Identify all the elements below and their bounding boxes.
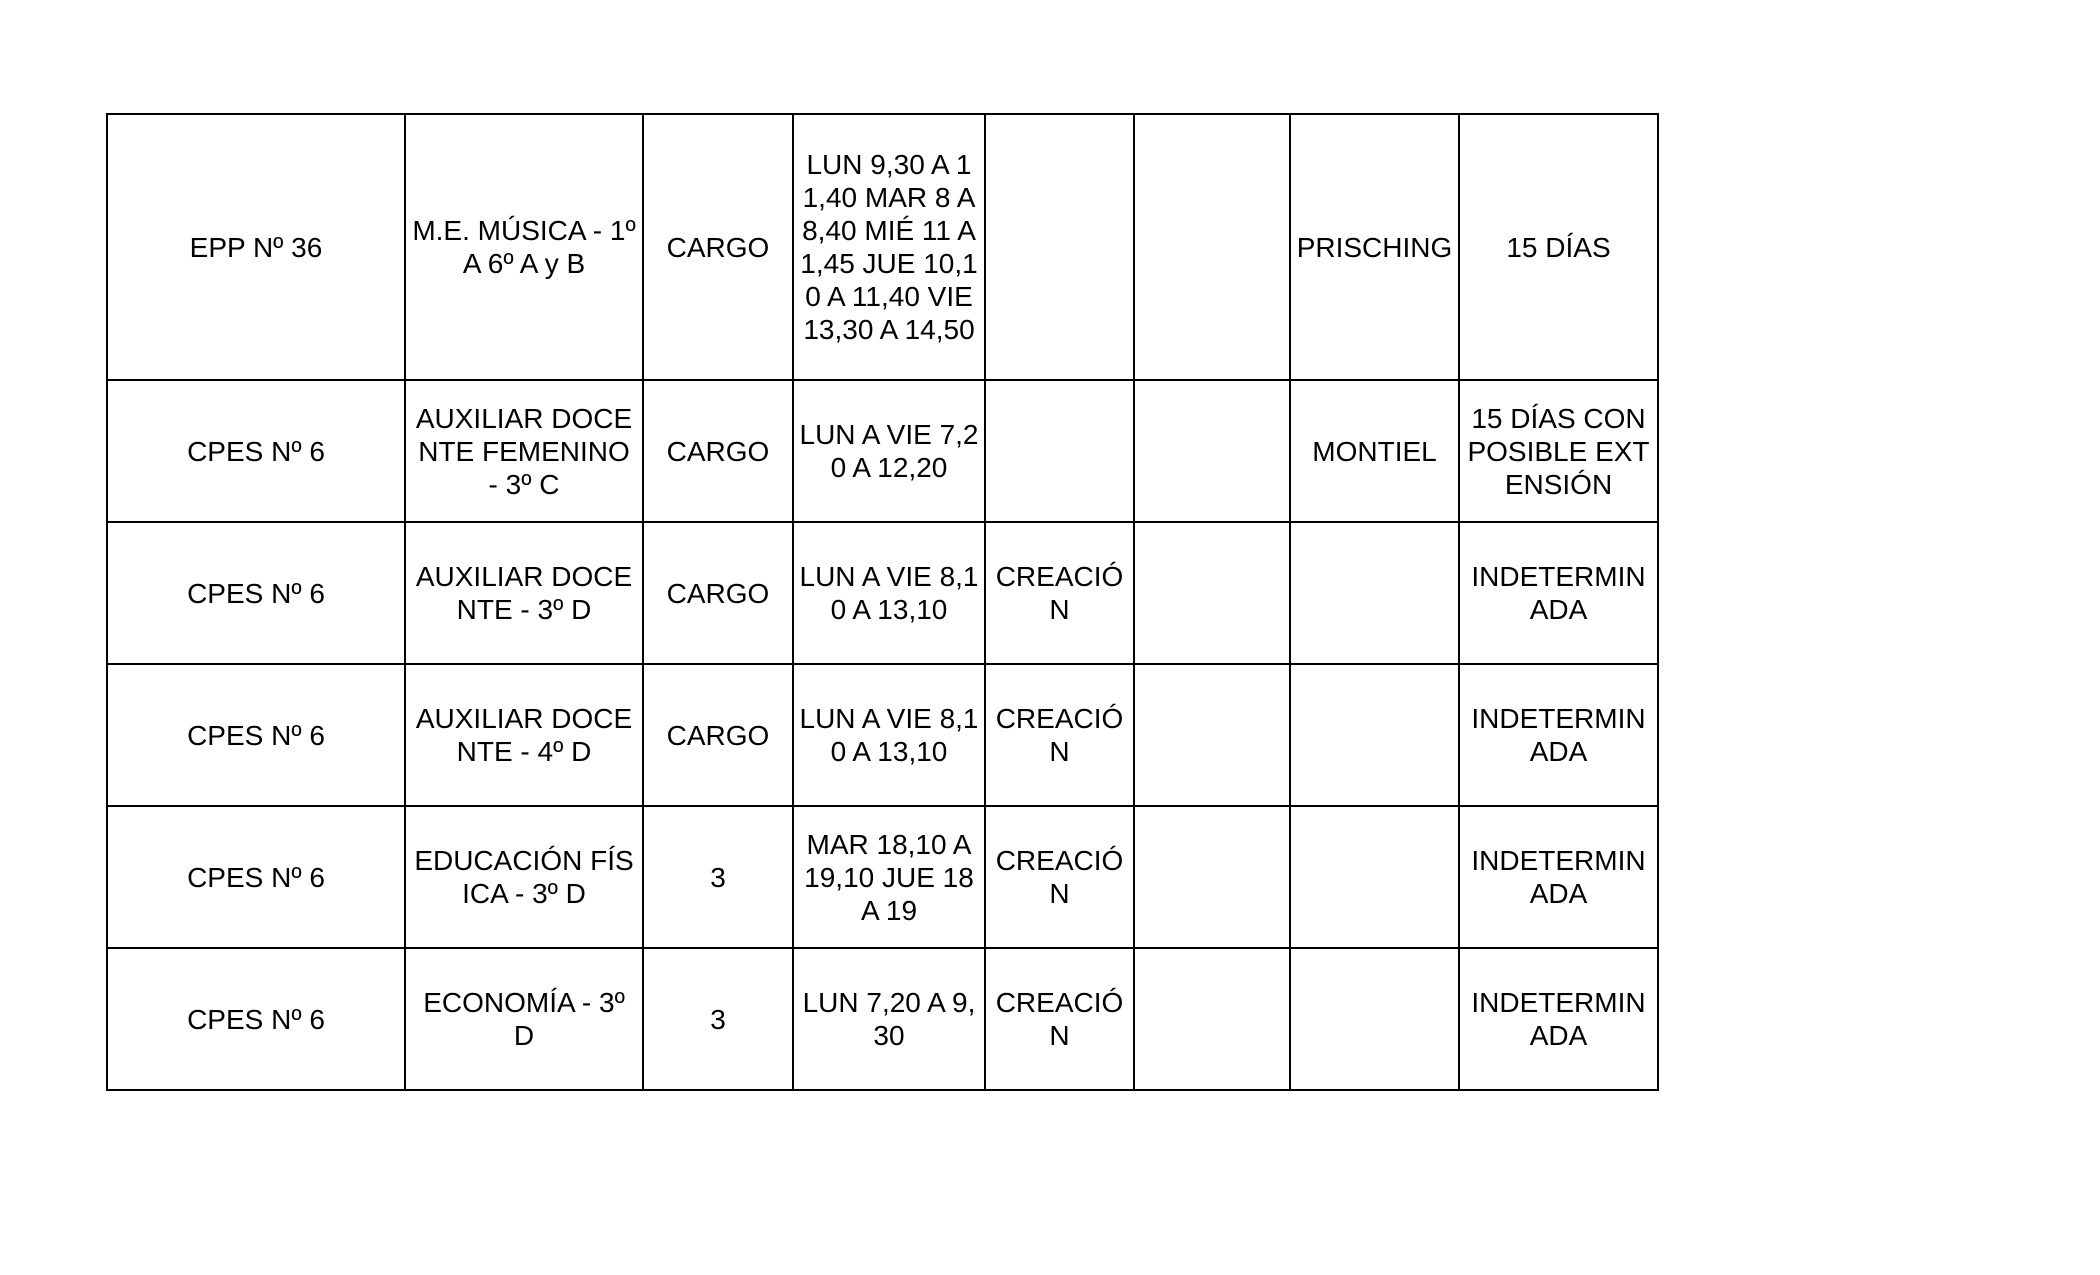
reason-cell — [985, 380, 1134, 522]
type-cell: 3 — [643, 948, 793, 1090]
table-row — [107, 114, 1658, 380]
table-row — [107, 522, 1658, 664]
table-row — [107, 948, 1658, 1090]
schedule-cell: LUN A VIE 8,10 A 13,10 — [793, 664, 985, 806]
schedule-cell: LUN 9,30 A 11,40 MAR 8 A 8,40 MIÉ 11 A 1,45 JUE 10,10 A 11,40 VIE 13,30 A 14,50 — [793, 114, 985, 380]
empty-cell — [1134, 380, 1290, 522]
position-cell: M.E. MÚSICA - 1º A 6º A y B — [405, 114, 643, 380]
schedule-cell: MAR 18,10 A 19,10 JUE 18 A 19 — [793, 806, 985, 948]
reason-cell: CREACIÓN — [985, 664, 1134, 806]
reason-cell: CREACIÓN — [985, 806, 1134, 948]
empty-cell — [1134, 948, 1290, 1090]
empty-cell — [1134, 664, 1290, 806]
duration-cell: 15 DÍAS CON POSIBLE EXTENSIÓN — [1459, 380, 1658, 522]
school-cell: EPP Nº 36 — [107, 114, 405, 380]
duration-cell: INDETERMINADA — [1459, 806, 1658, 948]
reason-cell: CREACIÓN — [985, 522, 1134, 664]
school-cell: CPES Nº 6 — [107, 664, 405, 806]
schedule-cell: LUN A VIE 7,20 A 12,20 — [793, 380, 985, 522]
reason-cell — [985, 114, 1134, 380]
assignments-table — [106, 113, 1659, 1091]
school-cell: CPES Nº 6 — [107, 948, 405, 1090]
type-cell: CARGO — [643, 114, 793, 380]
holder-cell — [1290, 806, 1459, 948]
position-cell: AUXILIAR DOCENTE - 3º D — [405, 522, 643, 664]
school-cell: CPES Nº 6 — [107, 806, 405, 948]
duration-cell: INDETERMINADA — [1459, 522, 1658, 664]
table-row — [107, 380, 1658, 522]
table-row — [107, 806, 1658, 948]
empty-cell — [1134, 522, 1290, 664]
duration-cell: INDETERMINADA — [1459, 664, 1658, 806]
holder-cell — [1290, 948, 1459, 1090]
type-cell: CARGO — [643, 380, 793, 522]
position-cell: ECONOMÍA - 3º D — [405, 948, 643, 1090]
empty-cell — [1134, 806, 1290, 948]
type-cell: CARGO — [643, 522, 793, 664]
type-cell: CARGO — [643, 664, 793, 806]
reason-cell: CREACIÓN — [985, 948, 1134, 1090]
type-cell: 3 — [643, 806, 793, 948]
table-row — [107, 664, 1658, 806]
schedule-cell: LUN 7,20 A 9,30 — [793, 948, 985, 1090]
empty-cell — [1134, 114, 1290, 380]
position-cell: AUXILIAR DOCENTE FEMENINO - 3º C — [405, 380, 643, 522]
holder-cell — [1290, 522, 1459, 664]
school-cell: CPES Nº 6 — [107, 522, 405, 664]
position-cell: AUXILIAR DOCENTE - 4º D — [405, 664, 643, 806]
holder-cell: PRISCHING — [1290, 114, 1459, 380]
schedule-cell: LUN A VIE 8,10 A 13,10 — [793, 522, 985, 664]
holder-cell: MONTIEL — [1290, 380, 1459, 522]
holder-cell — [1290, 664, 1459, 806]
position-cell: EDUCACIÓN FÍSICA - 3º D — [405, 806, 643, 948]
school-cell: CPES Nº 6 — [107, 380, 405, 522]
duration-cell: 15 DÍAS — [1459, 114, 1658, 380]
duration-cell: INDETERMINADA — [1459, 948, 1658, 1090]
